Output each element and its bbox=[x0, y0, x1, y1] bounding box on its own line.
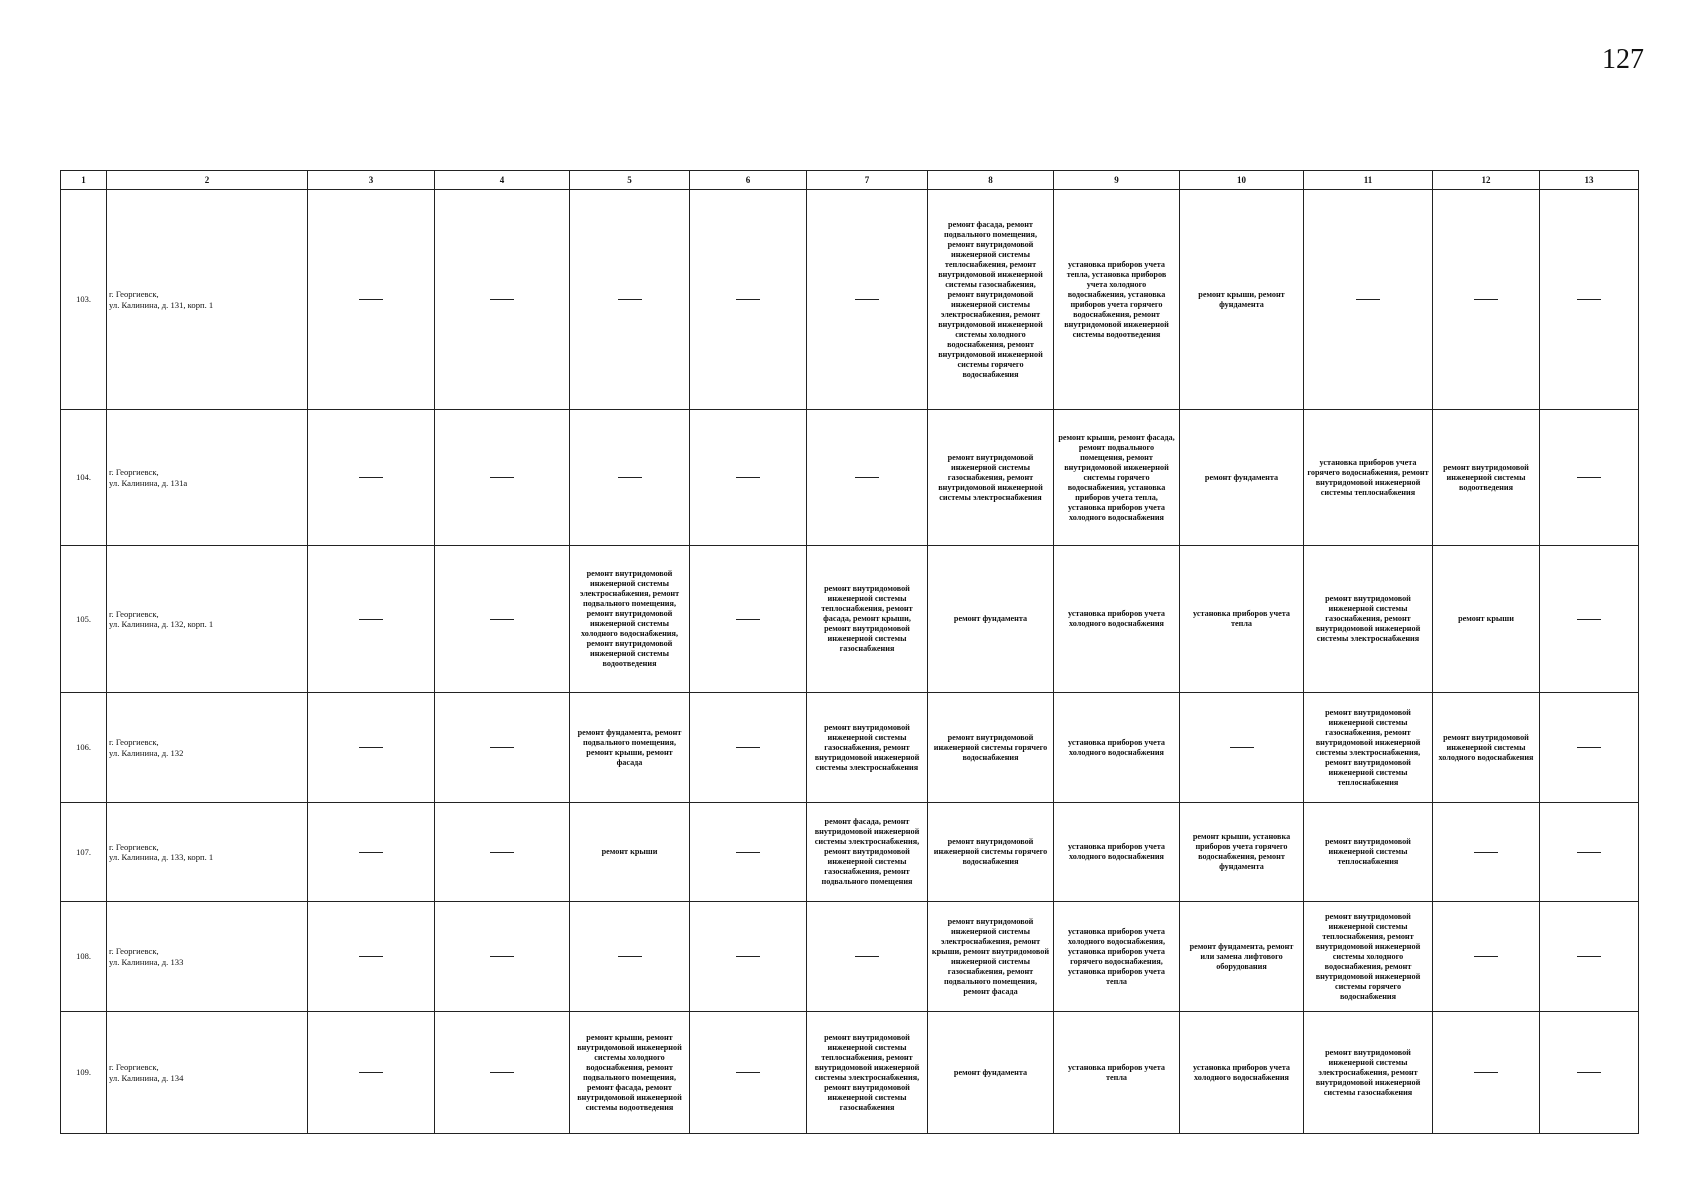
address-cell bbox=[107, 190, 308, 410]
work-cell: ремонт внутридомовой инженерной системы холодного водоснабжения bbox=[1433, 693, 1540, 803]
dash-mark bbox=[490, 619, 514, 620]
work-cell: ремонт фасада, ремонт подвального помещения, ремонт внутридомовой инженерной системы теплоснабжения, ремонт внутридомовой инженерной системы газоснабжения, ремонт внутридомовой инженерной системы электроснабжения, ремонт внутридомовой инженерной системы холодного водоснабжения, ремонт внутридомовой инженерной системы горячего водоснабжения bbox=[928, 190, 1054, 410]
header-row bbox=[61, 171, 1639, 190]
dash-mark bbox=[1577, 1072, 1601, 1073]
dash-mark bbox=[490, 747, 514, 748]
empty-cell bbox=[1540, 693, 1639, 803]
dash-mark bbox=[1356, 299, 1380, 300]
dash-mark bbox=[855, 299, 879, 300]
work-cell: ремонт внутридомовой инженерной системы теплоснабжения, ремонт внутридомовой инженерной системы холодного водоснабжения, ремонт внутридомовой инженерной системы горячего водоснабжения bbox=[1304, 902, 1433, 1012]
dash-mark bbox=[618, 956, 642, 957]
work-cell: ремонт внутридомовой инженерной системы электроснабжения, ремонт подвального помещения, ремонт внутридомовой инженерной системы холодного водоснабжения, ремонт внутридомовой инженерной системы водоотведения bbox=[570, 546, 690, 693]
empty-cell bbox=[1540, 546, 1639, 693]
dash-mark bbox=[1474, 956, 1498, 957]
dash-mark bbox=[359, 852, 383, 853]
empty-cell bbox=[1433, 1012, 1540, 1134]
empty-cell bbox=[570, 410, 690, 546]
empty-cell bbox=[435, 190, 570, 410]
empty-cell bbox=[1540, 410, 1639, 546]
dash-mark bbox=[490, 1072, 514, 1073]
column-header: 6 bbox=[690, 171, 807, 190]
work-cell: ремонт фундамента, ремонт подвального помещения, ремонт крыши, ремонт фасада bbox=[570, 693, 690, 803]
work-cell: ремонт внутридомовой инженерной системы газоснабжения, ремонт внутридомовой инженерной системы электроснабжения, ремонт внутридомовой инженерной системы теплоснабжения bbox=[1304, 693, 1433, 803]
work-cell: установка приборов учета холодного водоснабжения bbox=[1180, 1012, 1304, 1134]
address-cell bbox=[107, 803, 308, 902]
empty-cell bbox=[1433, 803, 1540, 902]
address-cell bbox=[107, 410, 308, 546]
row-number: 103. bbox=[61, 190, 107, 410]
address-city: г. Георгиевск, bbox=[109, 467, 159, 478]
empty-cell bbox=[690, 902, 807, 1012]
work-cell: установка приборов учета холодного водоснабжения bbox=[1054, 803, 1180, 902]
address-city: г. Георгиевск, bbox=[109, 1062, 159, 1073]
empty-cell bbox=[435, 902, 570, 1012]
column-header: 5 bbox=[570, 171, 690, 190]
empty-cell bbox=[690, 546, 807, 693]
address-street: ул. Калинина, д. 132 bbox=[109, 747, 184, 758]
empty-cell bbox=[570, 902, 690, 1012]
empty-cell bbox=[807, 410, 928, 546]
empty-cell bbox=[807, 902, 928, 1012]
address-street: ул. Калинина, д. 133 bbox=[109, 956, 184, 967]
dash-mark bbox=[359, 1072, 383, 1073]
dash-mark bbox=[359, 747, 383, 748]
work-cell: ремонт фундамента bbox=[928, 1012, 1054, 1134]
empty-cell bbox=[1540, 902, 1639, 1012]
address-cell bbox=[107, 902, 308, 1012]
address-street: ул. Калинина, д. 131, корп. 1 bbox=[109, 299, 214, 310]
empty-cell bbox=[435, 410, 570, 546]
row-number: 109. bbox=[61, 1012, 107, 1134]
repair-schedule-table bbox=[60, 170, 1639, 1134]
empty-cell bbox=[1540, 190, 1639, 410]
column-header: 3 bbox=[308, 171, 435, 190]
empty-cell bbox=[690, 693, 807, 803]
dash-mark bbox=[736, 299, 760, 300]
work-cell: ремонт внутридомовой инженерной системы теплоснабжения, ремонт внутридомовой инженерной системы электроснабжения, ремонт внутридомовой инженерной системы газоснабжения bbox=[807, 1012, 928, 1134]
work-cell: ремонт внутридомовой инженерной системы газоснабжения, ремонт внутридомовой инженерной системы электроснабжения bbox=[928, 410, 1054, 546]
repair-schedule-table-wrapper bbox=[60, 170, 1638, 1134]
empty-cell bbox=[690, 803, 807, 902]
work-cell: ремонт внутридомовой инженерной системы электроснабжения, ремонт внутридомовой инженерной системы газоснабжения bbox=[1304, 1012, 1433, 1134]
dash-mark bbox=[736, 747, 760, 748]
page-number: 127 bbox=[1602, 44, 1644, 75]
empty-cell bbox=[435, 803, 570, 902]
work-cell: ремонт фундамента bbox=[928, 546, 1054, 693]
work-cell: ремонт внутридомовой инженерной системы теплоснабжения, ремонт фасада, ремонт крыши, ремонт внутридомовой инженерной системы газоснабжения bbox=[807, 546, 928, 693]
table-row bbox=[61, 190, 1639, 410]
empty-cell bbox=[308, 693, 435, 803]
work-cell: установка приборов учета тепла, установка приборов учета холодного водоснабжения, установка приборов учета горячего водоснабжения, ремонт внутридомовой инженерной системы водоотведения bbox=[1054, 190, 1180, 410]
dash-mark bbox=[359, 477, 383, 478]
column-header: 7 bbox=[807, 171, 928, 190]
dash-mark bbox=[855, 956, 879, 957]
empty-cell bbox=[308, 190, 435, 410]
work-cell: ремонт внутридомовой инженерной системы газоснабжения, ремонт внутридомовой инженерной системы электроснабжения bbox=[1304, 546, 1433, 693]
table-body bbox=[61, 190, 1639, 1134]
empty-cell bbox=[1433, 902, 1540, 1012]
column-header: 2 bbox=[107, 171, 308, 190]
column-header: 4 bbox=[435, 171, 570, 190]
dash-mark bbox=[359, 619, 383, 620]
empty-cell bbox=[1540, 1012, 1639, 1134]
work-cell: ремонт крыши, ремонт фасада, ремонт подвального помещения, ремонт внутридомовой инженерной системы горячего водоснабжения, установка приборов учета тепла, установка приборов учета холодного водоснабжения bbox=[1054, 410, 1180, 546]
column-header: 10 bbox=[1180, 171, 1304, 190]
dash-mark bbox=[736, 477, 760, 478]
work-cell: ремонт крыши, ремонт внутридомовой инженерной системы холодного водоснабжения, ремонт подвального помещения, ремонт фасада, ремонт внутридомовой инженерной системы водоотведения bbox=[570, 1012, 690, 1134]
dash-mark bbox=[490, 956, 514, 957]
work-cell: ремонт внутридомовой инженерной системы горячего водоснабжения bbox=[928, 803, 1054, 902]
column-header: 11 bbox=[1304, 171, 1433, 190]
dash-mark bbox=[359, 956, 383, 957]
dash-mark bbox=[736, 619, 760, 620]
address-cell bbox=[107, 546, 308, 693]
work-cell: ремонт фасада, ремонт внутридомовой инженерной системы электроснабжения, ремонт внутридомовой инженерной системы газоснабжения, ремонт подвального помещения bbox=[807, 803, 928, 902]
work-cell: ремонт внутридомовой инженерной системы газоснабжения, ремонт внутридомовой инженерной системы электроснабжения bbox=[807, 693, 928, 803]
address-city: г. Георгиевск, bbox=[109, 289, 159, 300]
dash-mark bbox=[1577, 956, 1601, 957]
dash-mark bbox=[1577, 852, 1601, 853]
empty-cell bbox=[435, 1012, 570, 1134]
dash-mark bbox=[490, 852, 514, 853]
address-street: ул. Калинина, д. 131а bbox=[109, 477, 188, 488]
address-city: г. Георгиевск, bbox=[109, 841, 159, 852]
work-cell: ремонт внутридомовой инженерной системы водоотведения bbox=[1433, 410, 1540, 546]
empty-cell bbox=[308, 1012, 435, 1134]
dash-mark bbox=[1474, 299, 1498, 300]
column-header: 13 bbox=[1540, 171, 1639, 190]
dash-mark bbox=[490, 477, 514, 478]
empty-cell bbox=[690, 1012, 807, 1134]
dash-mark bbox=[1577, 619, 1601, 620]
row-number: 108. bbox=[61, 902, 107, 1012]
empty-cell bbox=[308, 410, 435, 546]
dash-mark bbox=[1577, 299, 1601, 300]
work-cell: ремонт крыши bbox=[1433, 546, 1540, 693]
empty-cell bbox=[435, 693, 570, 803]
table-row bbox=[61, 902, 1639, 1012]
work-cell: ремонт внутридомовой инженерной системы теплоснабжения bbox=[1304, 803, 1433, 902]
dash-mark bbox=[1577, 477, 1601, 478]
work-cell: ремонт внутридомовой инженерной системы электроснабжения, ремонт крыши, ремонт внутридомовой инженерной системы газоснабжения, ремонт подвального помещения, ремонт фасада bbox=[928, 902, 1054, 1012]
work-cell: ремонт крыши bbox=[570, 803, 690, 902]
empty-cell bbox=[1304, 190, 1433, 410]
empty-cell bbox=[570, 190, 690, 410]
empty-cell bbox=[308, 803, 435, 902]
dash-mark bbox=[855, 477, 879, 478]
column-header: 9 bbox=[1054, 171, 1180, 190]
work-cell: установка приборов учета тепла bbox=[1180, 546, 1304, 693]
empty-cell bbox=[308, 546, 435, 693]
table-row bbox=[61, 410, 1639, 546]
table-row bbox=[61, 546, 1639, 693]
table-row bbox=[61, 803, 1639, 902]
work-cell: установка приборов учета холодного водоснабжения bbox=[1054, 693, 1180, 803]
column-header: 8 bbox=[928, 171, 1054, 190]
address-cell bbox=[107, 1012, 308, 1134]
dash-mark bbox=[1474, 852, 1498, 853]
row-number: 106. bbox=[61, 693, 107, 803]
address-street: ул. Калинина, д. 133, корп. 1 bbox=[109, 852, 214, 862]
column-header: 1 bbox=[61, 171, 107, 190]
work-cell: установка приборов учета холодного водоснабжения, установка приборов учета горячего водоснабжения, установка приборов учета тепла bbox=[1054, 902, 1180, 1012]
dash-mark bbox=[1230, 747, 1254, 748]
dash-mark bbox=[736, 956, 760, 957]
empty-cell bbox=[1540, 803, 1639, 902]
empty-cell bbox=[690, 410, 807, 546]
empty-cell bbox=[690, 190, 807, 410]
dash-mark bbox=[1577, 747, 1601, 748]
empty-cell bbox=[435, 546, 570, 693]
address-street: ул. Калинина, д. 134 bbox=[109, 1072, 184, 1083]
empty-cell bbox=[1433, 190, 1540, 410]
address-city: г. Георгиевск, bbox=[109, 608, 159, 619]
work-cell: установка приборов учета холодного водоснабжения bbox=[1054, 546, 1180, 693]
dash-mark bbox=[736, 852, 760, 853]
dash-mark bbox=[736, 1072, 760, 1073]
work-cell: ремонт крыши, установка приборов учета горячего водоснабжения, ремонт фундамента bbox=[1180, 803, 1304, 902]
work-cell: установка приборов учета тепла bbox=[1054, 1012, 1180, 1134]
empty-cell bbox=[807, 190, 928, 410]
row-number: 107. bbox=[61, 803, 107, 902]
address-street: ул. Калинина, д. 132, корп. 1 bbox=[109, 619, 214, 629]
address-city: г. Георгиевск, bbox=[109, 946, 159, 957]
row-number: 105. bbox=[61, 546, 107, 693]
dash-mark bbox=[490, 299, 514, 300]
work-cell: установка приборов учета горячего водоснабжения, ремонт внутридомовой инженерной системы теплоснабжения bbox=[1304, 410, 1433, 546]
empty-cell bbox=[1180, 693, 1304, 803]
empty-cell bbox=[308, 902, 435, 1012]
dash-mark bbox=[618, 477, 642, 478]
work-cell: ремонт внутридомовой инженерной системы горячего водоснабжения bbox=[928, 693, 1054, 803]
column-header: 12 bbox=[1433, 171, 1540, 190]
dash-mark bbox=[1474, 1072, 1498, 1073]
table-row bbox=[61, 1012, 1639, 1134]
address-cell bbox=[107, 693, 308, 803]
address-city: г. Георгиевск, bbox=[109, 737, 159, 748]
work-cell: ремонт крыши, ремонт фундамента bbox=[1180, 190, 1304, 410]
dash-mark bbox=[359, 299, 383, 300]
row-number: 104. bbox=[61, 410, 107, 546]
work-cell: ремонт фундамента, ремонт или замена лифтового оборудования bbox=[1180, 902, 1304, 1012]
dash-mark bbox=[618, 299, 642, 300]
table-row bbox=[61, 693, 1639, 803]
work-cell: ремонт фундамента bbox=[1180, 410, 1304, 546]
